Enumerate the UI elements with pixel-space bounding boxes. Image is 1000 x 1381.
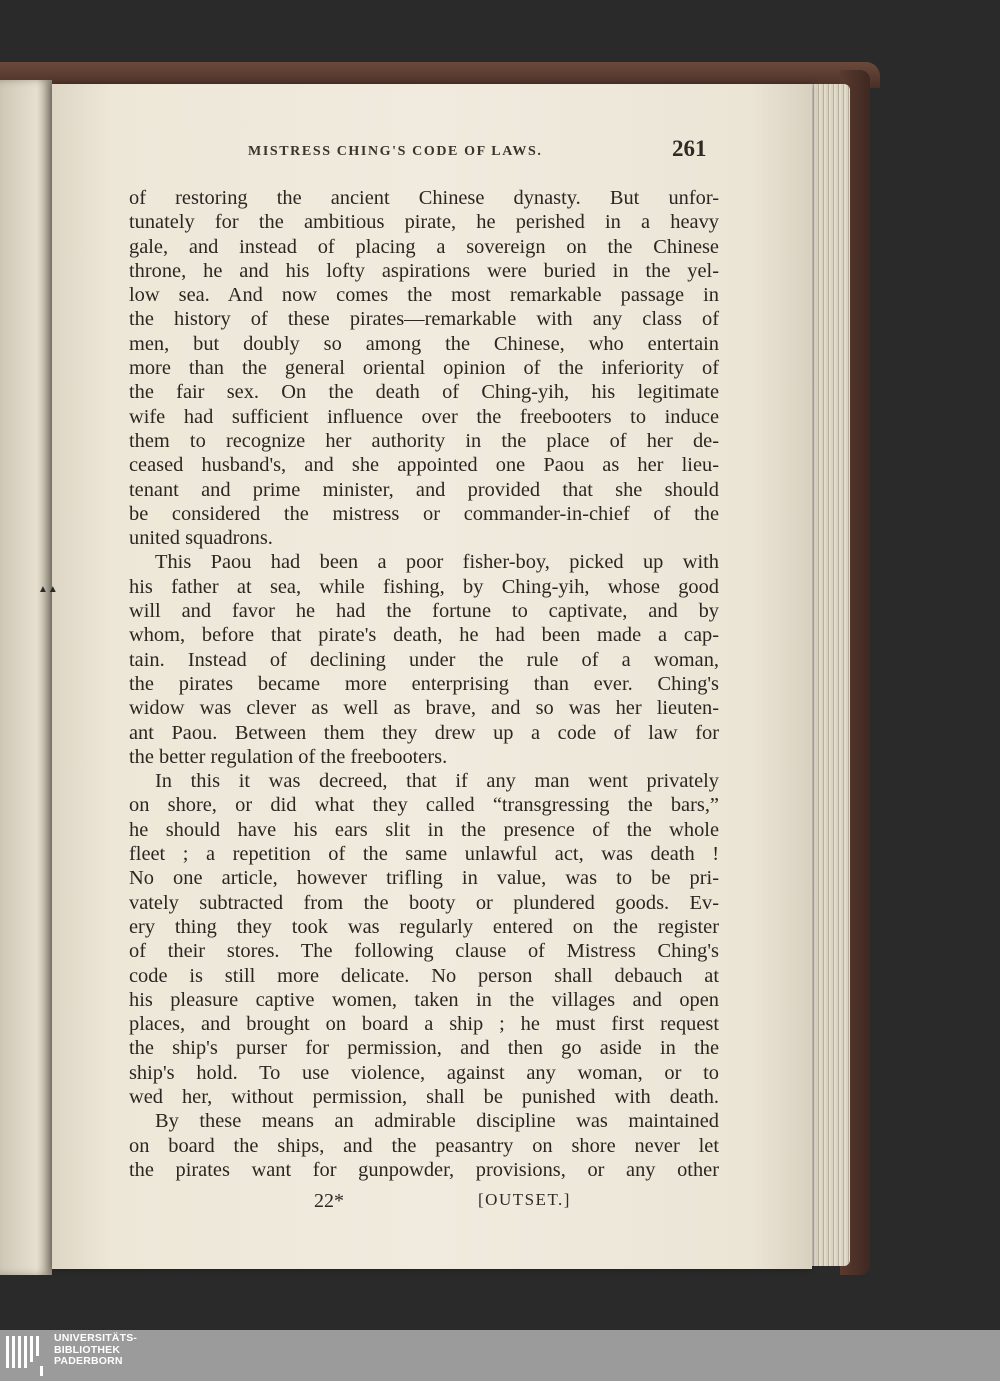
text-line: fleet ; a repetition of the same unlawful act, was death ! bbox=[129, 843, 719, 866]
library-name-line: UNIVERSITÄTS- bbox=[54, 1332, 138, 1344]
text-line: code is still more delicate. No person shall debauch at bbox=[129, 964, 719, 987]
library-logo-icon bbox=[6, 1336, 44, 1376]
text-line: tain. Instead of declining under the rule of a woman, bbox=[129, 648, 719, 671]
text-line: gale, and instead of placing a sovereign on the Chinese bbox=[129, 235, 719, 258]
text-line: his father at sea, while fishing, by Ching-yih, whose good bbox=[129, 575, 719, 598]
footer-code-text: [OUTSET.] bbox=[478, 1190, 571, 1209]
text-line: of their stores. The following clause of Mistress Ching's bbox=[129, 940, 719, 963]
library-name bbox=[54, 1333, 137, 1368]
text-line: No one article, however trifling in value, was to be pri- bbox=[129, 867, 719, 890]
library-banner bbox=[0, 1330, 1000, 1381]
footer-code bbox=[478, 1190, 571, 1210]
text-line: be considered the mistress or commander-in-chief of the bbox=[129, 502, 719, 525]
page-block-edges bbox=[806, 84, 850, 1266]
text-line: his pleasure captive women, taken in the villages and open bbox=[129, 988, 719, 1011]
text-line: he should have his ears slit in the presence of the whole bbox=[129, 818, 719, 841]
text-line: tenant and prime minister, and provided that she should bbox=[129, 478, 719, 501]
text-line: the history of these pirates—remarkable with any class of bbox=[129, 308, 719, 331]
facing-page-edge bbox=[0, 80, 52, 1275]
text-line: By these means an admirable discipline was maintained bbox=[155, 1110, 719, 1133]
text-line: the pirates became more enterprising than ever. Ching's bbox=[129, 672, 719, 695]
text-line: men, but doubly so among the Chinese, who entertain bbox=[129, 332, 719, 355]
library-name-line: BIBLIOTHEK bbox=[54, 1343, 121, 1356]
text-line: throne, he and his lofty aspirations were buried in the yel- bbox=[129, 259, 719, 282]
text-line: In this it was decreed, that if any man went privately bbox=[155, 770, 719, 793]
text-line: on shore, or did what they called “transgressing the bars,” bbox=[129, 794, 719, 817]
text-line: vately subtracted from the booty or plundered goods. Ev- bbox=[129, 891, 719, 914]
signature-mark: 22* bbox=[314, 1190, 344, 1212]
text-line: ceased husband's, and she appointed one Paou as her lieu- bbox=[129, 454, 719, 477]
text-line: ery thing they took was regularly entered on the register bbox=[129, 915, 719, 938]
text-line: the pirates want for gunpowder, provisions, or any other bbox=[129, 1158, 719, 1181]
body-text bbox=[129, 186, 719, 1182]
running-head: MISTRESS CHING'S CODE OF LAWS. bbox=[248, 144, 543, 159]
text-line: wife had sufficient influence over the freebooters to induce bbox=[129, 405, 719, 428]
text-line: them to recognize her authority in the place of her de- bbox=[129, 429, 719, 452]
text-line: the ship's purser for permission, and then go aside in the bbox=[129, 1037, 719, 1060]
text-line: ant Paou. Between them they drew up a code of law for bbox=[129, 721, 719, 744]
text-line: on board the ships, and the peasantry on shore never let bbox=[129, 1134, 719, 1157]
text-line: of restoring the ancient Chinese dynasty. But unfor- bbox=[129, 187, 719, 209]
page-number: 261 bbox=[672, 136, 707, 161]
text-line: will and favor he had the fortune to captivate, and by bbox=[129, 600, 719, 623]
text-line: widow was clever as well as brave, and so was her lieuten- bbox=[129, 697, 719, 720]
text-line: ship's hold. To use violence, against any woman, or to bbox=[129, 1061, 719, 1084]
text-line: the fair sex. On the death of Ching-yih, his legitimate bbox=[129, 381, 719, 404]
text-line: tunately for the ambitious pirate, he perished in a heavy bbox=[129, 211, 719, 234]
text-line: the better regulation of the freebooters. bbox=[129, 745, 448, 768]
text-line: wed her, without permission, shall be punished with death. bbox=[129, 1085, 719, 1108]
text-line: whom, before that pirate's death, he had been made a cap- bbox=[129, 624, 719, 647]
text-line: This Paou had been a poor fisher-boy, picked up with bbox=[155, 551, 719, 574]
text-line: united squadrons. bbox=[129, 527, 273, 550]
text-line: more than the general oriental opinion of the inferiority of bbox=[129, 357, 719, 380]
margin-mark: ▲▲ bbox=[38, 584, 58, 595]
text-line: low sea. And now comes the most remarkable passage in bbox=[129, 284, 719, 307]
library-name-line: PADERBORN bbox=[54, 1355, 123, 1367]
text-line: places, and brought on board a ship ; he must first request bbox=[129, 1013, 719, 1036]
